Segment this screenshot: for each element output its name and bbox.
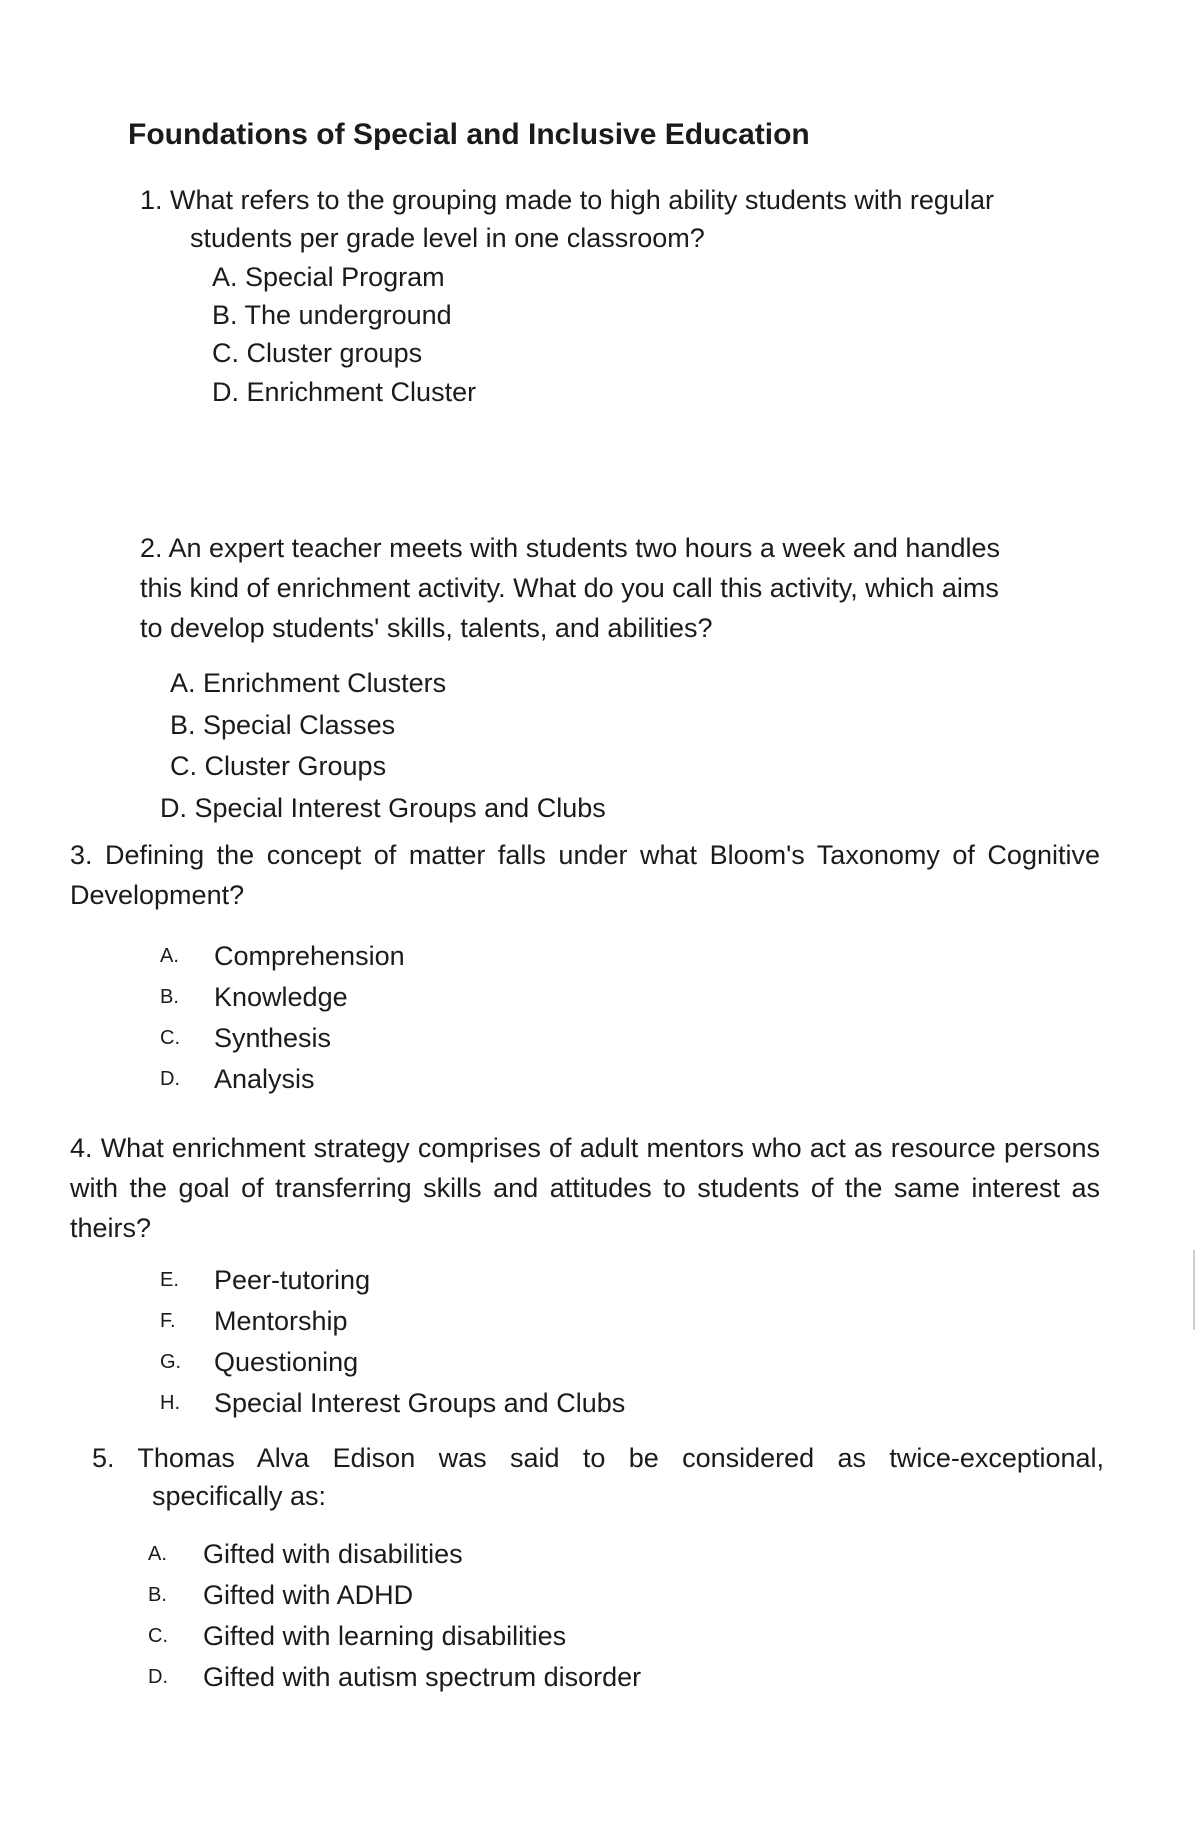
question-3-letter-a: A. — [160, 945, 179, 967]
question-5-option-a: Gifted with disabilities — [203, 1539, 463, 1569]
question-5-letter-b: B. — [148, 1584, 167, 1606]
question-5-option-d: Gifted with autism spectrum disorder — [203, 1662, 642, 1692]
page-edge-mark — [1193, 1250, 1195, 1330]
question-1-text-line-1: 1. What refers to the grouping made to high ability students with regular — [140, 185, 994, 215]
question-5-text-line-1: 5. Thomas Alva Edison was said to be considered as twice-exceptional, — [92, 1443, 1104, 1473]
question-5-option-c: Gifted with learning disabilities — [203, 1621, 567, 1651]
question-5-text-line-2: specifically as: — [152, 1481, 327, 1511]
question-4-option-h: Special Interest Groups and Clubs — [214, 1388, 626, 1418]
question-4-letter-e: E. — [160, 1269, 179, 1291]
question-3-letter-c: C. — [160, 1027, 180, 1049]
question-2-option-d: D. Special Interest Groups and Clubs — [160, 793, 606, 823]
question-3-option-d: Analysis — [214, 1064, 315, 1094]
question-2-option-a: A. Enrichment Clusters — [170, 668, 447, 698]
question-3-option-b: Knowledge — [214, 982, 348, 1012]
question-5-option-b: Gifted with ADHD — [203, 1580, 414, 1610]
page-title: Foundations of Special and Inclusive Education — [128, 118, 810, 151]
question-4-option-g: Questioning — [214, 1347, 359, 1377]
question-1-option-d: D. Enrichment Cluster — [212, 377, 477, 407]
question-3-option-c: Synthesis — [214, 1023, 332, 1053]
question-1-option-a: A. Special Program — [212, 262, 445, 292]
question-2-option-c: C. Cluster Groups — [170, 751, 387, 781]
question-5-letter-a: A. — [148, 1543, 167, 1565]
question-4-letter-h: H. — [160, 1392, 180, 1414]
question-3-letter-d: D. — [160, 1068, 180, 1090]
question-4-option-f: Mentorship — [214, 1306, 348, 1336]
question-4-text: 4. What enrichment strategy comprises of adult mentors who act as resource persons with the goal of transferring skills and attitudes to students of the same interest as theirs? — [70, 1133, 1100, 1243]
question-3-text: 3. Defining the concept of matter falls under what Bloom's Taxonomy of Cognitive Development? — [70, 840, 1100, 910]
question-3-letter-b: B. — [160, 986, 179, 1008]
question-2-text-line-2: this kind of enrichment activity. What do you call this activity, which aims — [140, 573, 999, 603]
question-3-option-a: Comprehension — [214, 941, 405, 971]
question-2-text-line-3: to develop students' skills, talents, and abilities? — [140, 613, 713, 643]
question-5-letter-c: C. — [148, 1625, 168, 1647]
question-1-option-b: B. The underground — [212, 300, 452, 330]
question-4-option-e: Peer-tutoring — [214, 1265, 371, 1295]
question-4-letter-f: F. — [160, 1310, 176, 1332]
question-2-option-b: B. Special Classes — [170, 710, 396, 740]
question-4-letter-g: G. — [160, 1351, 182, 1373]
question-5-letter-d: D. — [148, 1666, 168, 1688]
question-1-text-line-2: students per grade level in one classroom? — [190, 223, 705, 253]
question-2-text-line-1: 2. An expert teacher meets with students two hours a week and handles — [140, 533, 1001, 563]
question-1-option-c: C. Cluster groups — [212, 338, 423, 368]
